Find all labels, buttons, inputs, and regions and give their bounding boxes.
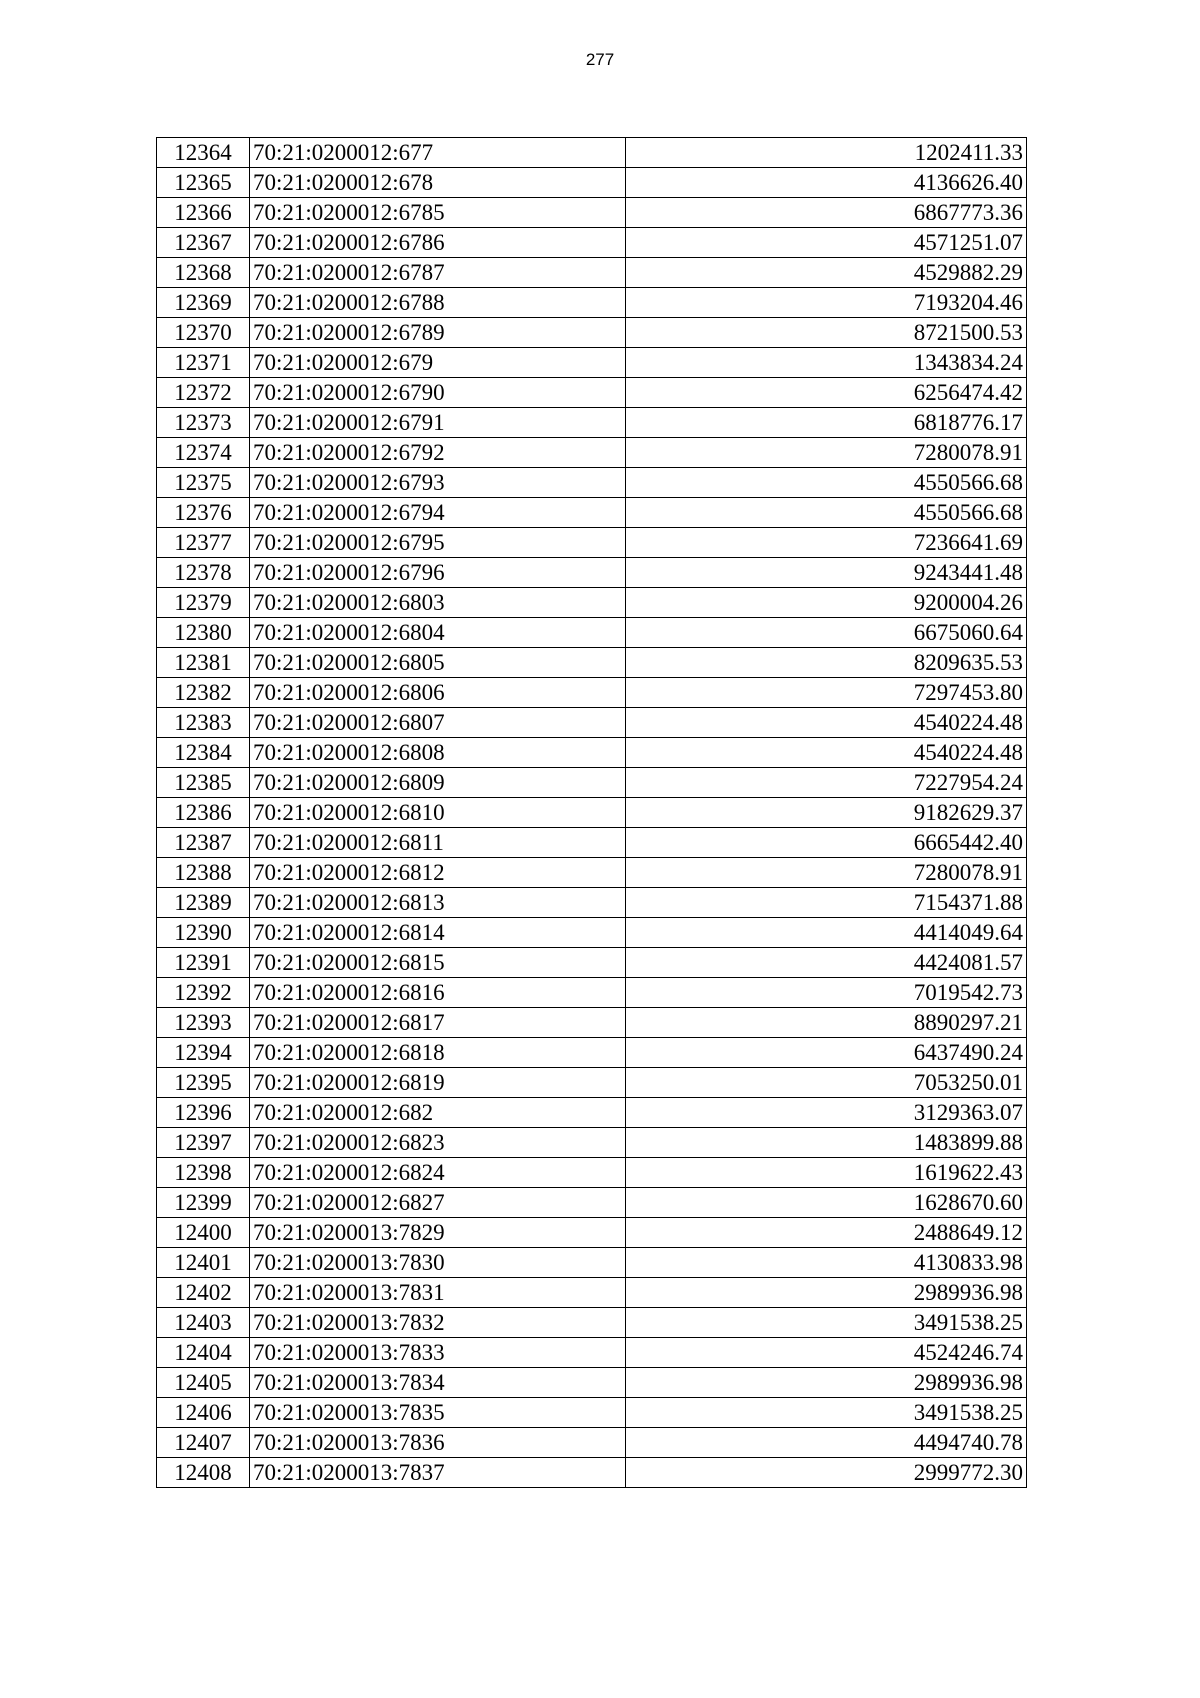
table-row bbox=[157, 738, 1027, 768]
table-row bbox=[157, 1428, 1027, 1458]
table-row bbox=[157, 918, 1027, 948]
cadastral-number-cell: 70:21:0200013:7837 bbox=[250, 1458, 626, 1488]
row-number-cell: 12399 bbox=[157, 1188, 250, 1218]
table-row bbox=[157, 348, 1027, 378]
row-number-cell: 12391 bbox=[157, 948, 250, 978]
row-number-cell: 12385 bbox=[157, 768, 250, 798]
value-cell: 4540224.48 bbox=[626, 738, 1027, 768]
cadastral-number-cell: 70:21:0200012:6809 bbox=[250, 768, 626, 798]
row-number-cell: 12392 bbox=[157, 978, 250, 1008]
cadastral-number-cell: 70:21:0200012:6786 bbox=[250, 228, 626, 258]
cadastral-number-cell: 70:21:0200013:7831 bbox=[250, 1278, 626, 1308]
value-cell: 4414049.64 bbox=[626, 918, 1027, 948]
value-cell: 4540224.48 bbox=[626, 708, 1027, 738]
cadastral-number-cell: 70:21:0200012:6804 bbox=[250, 618, 626, 648]
row-number-cell: 12374 bbox=[157, 438, 250, 468]
value-cell: 7236641.69 bbox=[626, 528, 1027, 558]
value-cell: 6867773.36 bbox=[626, 198, 1027, 228]
row-number-cell: 12406 bbox=[157, 1398, 250, 1428]
cadastral-number-cell: 70:21:0200012:6810 bbox=[250, 798, 626, 828]
value-cell: 1628670.60 bbox=[626, 1188, 1027, 1218]
row-number-cell: 12396 bbox=[157, 1098, 250, 1128]
cadastral-number-cell: 70:21:0200012:6827 bbox=[250, 1188, 626, 1218]
value-cell: 7280078.91 bbox=[626, 438, 1027, 468]
row-number-cell: 12388 bbox=[157, 858, 250, 888]
value-cell: 2999772.30 bbox=[626, 1458, 1027, 1488]
table-row bbox=[157, 858, 1027, 888]
row-number-cell: 12368 bbox=[157, 258, 250, 288]
table-row bbox=[157, 1458, 1027, 1488]
table-row bbox=[157, 198, 1027, 228]
cadastral-number-cell: 70:21:0200012:6823 bbox=[250, 1128, 626, 1158]
row-number-cell: 12369 bbox=[157, 288, 250, 318]
value-cell: 6437490.24 bbox=[626, 1038, 1027, 1068]
row-number-cell: 12378 bbox=[157, 558, 250, 588]
cadastral-number-cell: 70:21:0200013:7829 bbox=[250, 1218, 626, 1248]
value-cell: 3129363.07 bbox=[626, 1098, 1027, 1128]
value-cell: 1483899.88 bbox=[626, 1128, 1027, 1158]
table-row bbox=[157, 1158, 1027, 1188]
value-cell: 9243441.48 bbox=[626, 558, 1027, 588]
value-cell: 6675060.64 bbox=[626, 618, 1027, 648]
cadastral-number-cell: 70:21:0200012:6815 bbox=[250, 948, 626, 978]
row-number-cell: 12389 bbox=[157, 888, 250, 918]
table-row bbox=[157, 228, 1027, 258]
row-number-cell: 12405 bbox=[157, 1368, 250, 1398]
cadastral-number-cell: 70:21:0200013:7833 bbox=[250, 1338, 626, 1368]
row-number-cell: 12394 bbox=[157, 1038, 250, 1068]
cadastral-number-cell: 70:21:0200012:6785 bbox=[250, 198, 626, 228]
row-number-cell: 12377 bbox=[157, 528, 250, 558]
value-cell: 8890297.21 bbox=[626, 1008, 1027, 1038]
cadastral-number-cell: 70:21:0200012:6790 bbox=[250, 378, 626, 408]
value-cell: 4494740.78 bbox=[626, 1428, 1027, 1458]
table-row bbox=[157, 888, 1027, 918]
value-cell: 1202411.33 bbox=[626, 138, 1027, 168]
table-row bbox=[157, 1098, 1027, 1128]
table-row bbox=[157, 708, 1027, 738]
value-cell: 4571251.07 bbox=[626, 228, 1027, 258]
value-cell: 6818776.17 bbox=[626, 408, 1027, 438]
table-row bbox=[157, 1008, 1027, 1038]
value-cell: 9182629.37 bbox=[626, 798, 1027, 828]
table-row bbox=[157, 1338, 1027, 1368]
table-row bbox=[157, 1038, 1027, 1068]
value-cell: 4130833.98 bbox=[626, 1248, 1027, 1278]
row-number-cell: 12371 bbox=[157, 348, 250, 378]
value-cell: 8209635.53 bbox=[626, 648, 1027, 678]
value-cell: 4424081.57 bbox=[626, 948, 1027, 978]
cadastral-number-cell: 70:21:0200012:6795 bbox=[250, 528, 626, 558]
cadastral-number-cell: 70:21:0200012:6803 bbox=[250, 588, 626, 618]
row-number-cell: 12395 bbox=[157, 1068, 250, 1098]
table-row bbox=[157, 498, 1027, 528]
table-row bbox=[157, 828, 1027, 858]
table-row bbox=[157, 1308, 1027, 1338]
value-cell: 1619622.43 bbox=[626, 1158, 1027, 1188]
value-cell: 4524246.74 bbox=[626, 1338, 1027, 1368]
cadastral-number-cell: 70:21:0200012:677 bbox=[250, 138, 626, 168]
value-cell: 3491538.25 bbox=[626, 1398, 1027, 1428]
cadastral-number-cell: 70:21:0200013:7830 bbox=[250, 1248, 626, 1278]
value-cell: 2989936.98 bbox=[626, 1278, 1027, 1308]
value-cell: 4136626.40 bbox=[626, 168, 1027, 198]
cadastral-number-cell: 70:21:0200012:6814 bbox=[250, 918, 626, 948]
cadastral-number-cell: 70:21:0200013:7834 bbox=[250, 1368, 626, 1398]
value-cell: 4550566.68 bbox=[626, 468, 1027, 498]
table-row bbox=[157, 1248, 1027, 1278]
table-row bbox=[157, 678, 1027, 708]
table-row bbox=[157, 468, 1027, 498]
table-row bbox=[157, 1398, 1027, 1428]
table-row bbox=[157, 1068, 1027, 1098]
value-cell: 4550566.68 bbox=[626, 498, 1027, 528]
value-cell: 7154371.88 bbox=[626, 888, 1027, 918]
cadastral-number-cell: 70:21:0200013:7835 bbox=[250, 1398, 626, 1428]
table-row bbox=[157, 618, 1027, 648]
data-table bbox=[156, 137, 1027, 1488]
cadastral-number-cell: 70:21:0200012:6811 bbox=[250, 828, 626, 858]
table-row bbox=[157, 768, 1027, 798]
cadastral-number-cell: 70:21:0200012:6791 bbox=[250, 408, 626, 438]
row-number-cell: 12407 bbox=[157, 1428, 250, 1458]
cadastral-number-cell: 70:21:0200012:6789 bbox=[250, 318, 626, 348]
table-row bbox=[157, 528, 1027, 558]
table-row bbox=[157, 948, 1027, 978]
row-number-cell: 12379 bbox=[157, 588, 250, 618]
row-number-cell: 12380 bbox=[157, 618, 250, 648]
value-cell: 2989936.98 bbox=[626, 1368, 1027, 1398]
value-cell: 7280078.91 bbox=[626, 858, 1027, 888]
value-cell: 2488649.12 bbox=[626, 1218, 1027, 1248]
table-row bbox=[157, 1278, 1027, 1308]
cadastral-number-cell: 70:21:0200012:6816 bbox=[250, 978, 626, 1008]
table-row bbox=[157, 1128, 1027, 1158]
row-number-cell: 12367 bbox=[157, 228, 250, 258]
value-cell: 6256474.42 bbox=[626, 378, 1027, 408]
table-row bbox=[157, 288, 1027, 318]
cadastral-number-cell: 70:21:0200012:679 bbox=[250, 348, 626, 378]
cadastral-number-cell: 70:21:0200012:6805 bbox=[250, 648, 626, 678]
value-cell: 7227954.24 bbox=[626, 768, 1027, 798]
value-cell: 7193204.46 bbox=[626, 288, 1027, 318]
row-number-cell: 12364 bbox=[157, 138, 250, 168]
cadastral-number-cell: 70:21:0200012:682 bbox=[250, 1098, 626, 1128]
cadastral-number-cell: 70:21:0200012:6812 bbox=[250, 858, 626, 888]
value-cell: 1343834.24 bbox=[626, 348, 1027, 378]
cadastral-number-cell: 70:21:0200013:7836 bbox=[250, 1428, 626, 1458]
table-row bbox=[157, 978, 1027, 1008]
row-number-cell: 12370 bbox=[157, 318, 250, 348]
table-row bbox=[157, 1368, 1027, 1398]
table-row bbox=[157, 558, 1027, 588]
table-row bbox=[157, 1188, 1027, 1218]
value-cell: 7019542.73 bbox=[626, 978, 1027, 1008]
cadastral-number-cell: 70:21:0200012:6819 bbox=[250, 1068, 626, 1098]
row-number-cell: 12381 bbox=[157, 648, 250, 678]
row-number-cell: 12366 bbox=[157, 198, 250, 228]
row-number-cell: 12408 bbox=[157, 1458, 250, 1488]
table-row bbox=[157, 798, 1027, 828]
value-cell: 7297453.80 bbox=[626, 678, 1027, 708]
table-row bbox=[157, 1218, 1027, 1248]
cadastral-number-cell: 70:21:0200012:678 bbox=[250, 168, 626, 198]
table-row bbox=[157, 378, 1027, 408]
cadastral-number-cell: 70:21:0200012:6787 bbox=[250, 258, 626, 288]
row-number-cell: 12372 bbox=[157, 378, 250, 408]
table-row bbox=[157, 138, 1027, 168]
value-cell: 3491538.25 bbox=[626, 1308, 1027, 1338]
table-row bbox=[157, 168, 1027, 198]
row-number-cell: 12393 bbox=[157, 1008, 250, 1038]
cadastral-number-cell: 70:21:0200012:6793 bbox=[250, 468, 626, 498]
cadastral-number-cell: 70:21:0200012:6792 bbox=[250, 438, 626, 468]
row-number-cell: 12398 bbox=[157, 1158, 250, 1188]
table-row bbox=[157, 408, 1027, 438]
table-row bbox=[157, 318, 1027, 348]
value-cell: 4529882.29 bbox=[626, 258, 1027, 288]
row-number-cell: 12397 bbox=[157, 1128, 250, 1158]
cadastral-number-cell: 70:21:0200012:6807 bbox=[250, 708, 626, 738]
row-number-cell: 12384 bbox=[157, 738, 250, 768]
row-number-cell: 12387 bbox=[157, 828, 250, 858]
table-row bbox=[157, 648, 1027, 678]
cadastral-number-cell: 70:21:0200012:6824 bbox=[250, 1158, 626, 1188]
page-number: 277 bbox=[585, 50, 615, 69]
value-cell: 8721500.53 bbox=[626, 318, 1027, 348]
row-number-cell: 12390 bbox=[157, 918, 250, 948]
row-number-cell: 12365 bbox=[157, 168, 250, 198]
cadastral-number-cell: 70:21:0200012:6788 bbox=[250, 288, 626, 318]
row-number-cell: 12375 bbox=[157, 468, 250, 498]
cadastral-number-cell: 70:21:0200012:6817 bbox=[250, 1008, 626, 1038]
table-body bbox=[157, 138, 1027, 1488]
row-number-cell: 12386 bbox=[157, 798, 250, 828]
row-number-cell: 12403 bbox=[157, 1308, 250, 1338]
cadastral-number-cell: 70:21:0200012:6808 bbox=[250, 738, 626, 768]
row-number-cell: 12376 bbox=[157, 498, 250, 528]
value-cell: 9200004.26 bbox=[626, 588, 1027, 618]
row-number-cell: 12402 bbox=[157, 1278, 250, 1308]
row-number-cell: 12382 bbox=[157, 678, 250, 708]
row-number-cell: 12373 bbox=[157, 408, 250, 438]
row-number-cell: 12400 bbox=[157, 1218, 250, 1248]
cadastral-number-cell: 70:21:0200012:6806 bbox=[250, 678, 626, 708]
row-number-cell: 12383 bbox=[157, 708, 250, 738]
row-number-cell: 12401 bbox=[157, 1248, 250, 1278]
value-cell: 7053250.01 bbox=[626, 1068, 1027, 1098]
table-row bbox=[157, 588, 1027, 618]
cadastral-number-cell: 70:21:0200012:6813 bbox=[250, 888, 626, 918]
table-row bbox=[157, 438, 1027, 468]
value-cell: 6665442.40 bbox=[626, 828, 1027, 858]
table-row bbox=[157, 258, 1027, 288]
cadastral-number-cell: 70:21:0200012:6818 bbox=[250, 1038, 626, 1068]
cadastral-number-cell: 70:21:0200012:6796 bbox=[250, 558, 626, 588]
cadastral-number-cell: 70:21:0200013:7832 bbox=[250, 1308, 626, 1338]
cadastral-number-cell: 70:21:0200012:6794 bbox=[250, 498, 626, 528]
row-number-cell: 12404 bbox=[157, 1338, 250, 1368]
